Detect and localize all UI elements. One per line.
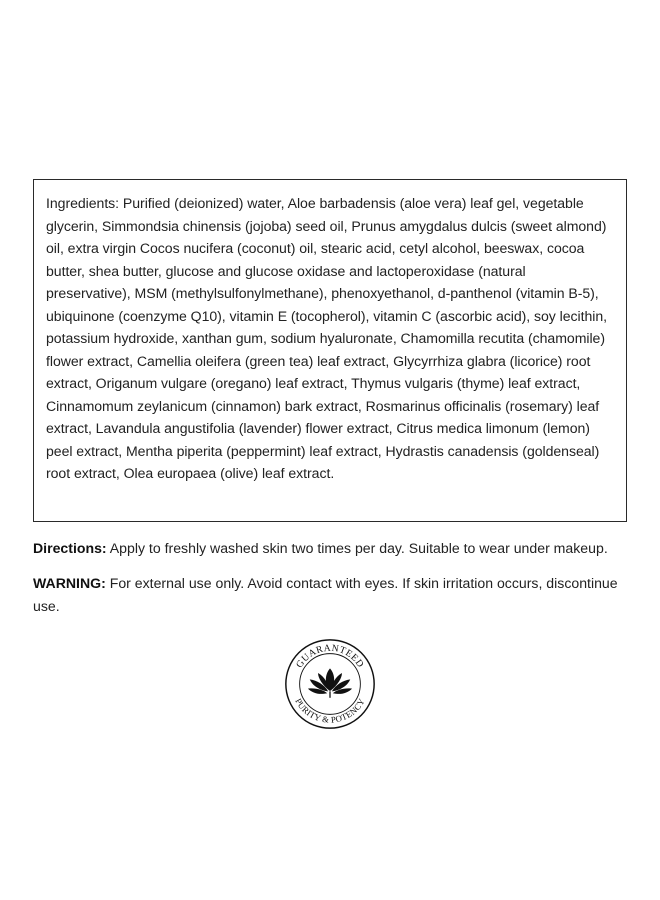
ingredients-text: Ingredients: Purified (deionized) water, Aloe barbadensis (aloe vera) leaf gel, vegetable glycerin, Simmondsia chinensis (jojoba) seed oil, Prunus amygdalus dulcis (sweet almond) oil, extra virgin Cocos nucifera (coconut) oil, stearic acid, cetyl alcohol, beeswax, cocoa butter, shea butter, glucose and glucose oxidase and lactoperoxidase (natural preservative), MSM (methylsulfonylmethane), phenoxyethanol, d-panthenol (vitamin B-5), ubiquinone (coenzyme Q10), vitamin E (tocopherol), vitamin C (ascorbic acid), soy lecithin, potassium hydroxide, xanthan gum, sodium hyaluronate, Chamomilla recutita (chamomile) flower extract, Camellia oleifera (green tea) leaf extract, Glycyrrhiza glabra (licorice) root extract, Origanum vulgare (oregano) leaf extract, Thymus vulgaris (thyme) leaf extract, Cinnamomum zeylanicum (cinnamon) bark extract, Rosmarinus officinalis (rosemary) leaf extract, Lavandula angustifolia (lavender) flower extract, Citrus medica limonum (lemon) peel extract, Mentha piperita (peppermint) leaf extract, Hydrastis canadensis (goldenseal) root extract, Olea europaea (olive) leaf extract. <box>46 195 608 481</box>
seal-bottom-textpath: PURITY & POTENCY <box>293 696 367 725</box>
ingredients-box <box>33 179 627 522</box>
warning-label: WARNING: <box>33 575 106 591</box>
warning-paragraph <box>33 572 633 618</box>
directions-text: Apply to freshly washed skin two times per day. Suitable to wear under makeup. <box>109 540 608 556</box>
warning-text: For external use only. Avoid contact with eyes. If skin irritation occurs, discontinue use. <box>33 575 618 614</box>
directions-paragraph <box>33 537 633 559</box>
directions-label: Directions: <box>33 540 107 556</box>
seal-top-textpath: GUARANTEED <box>293 642 367 671</box>
guarantee-seal <box>284 638 376 730</box>
